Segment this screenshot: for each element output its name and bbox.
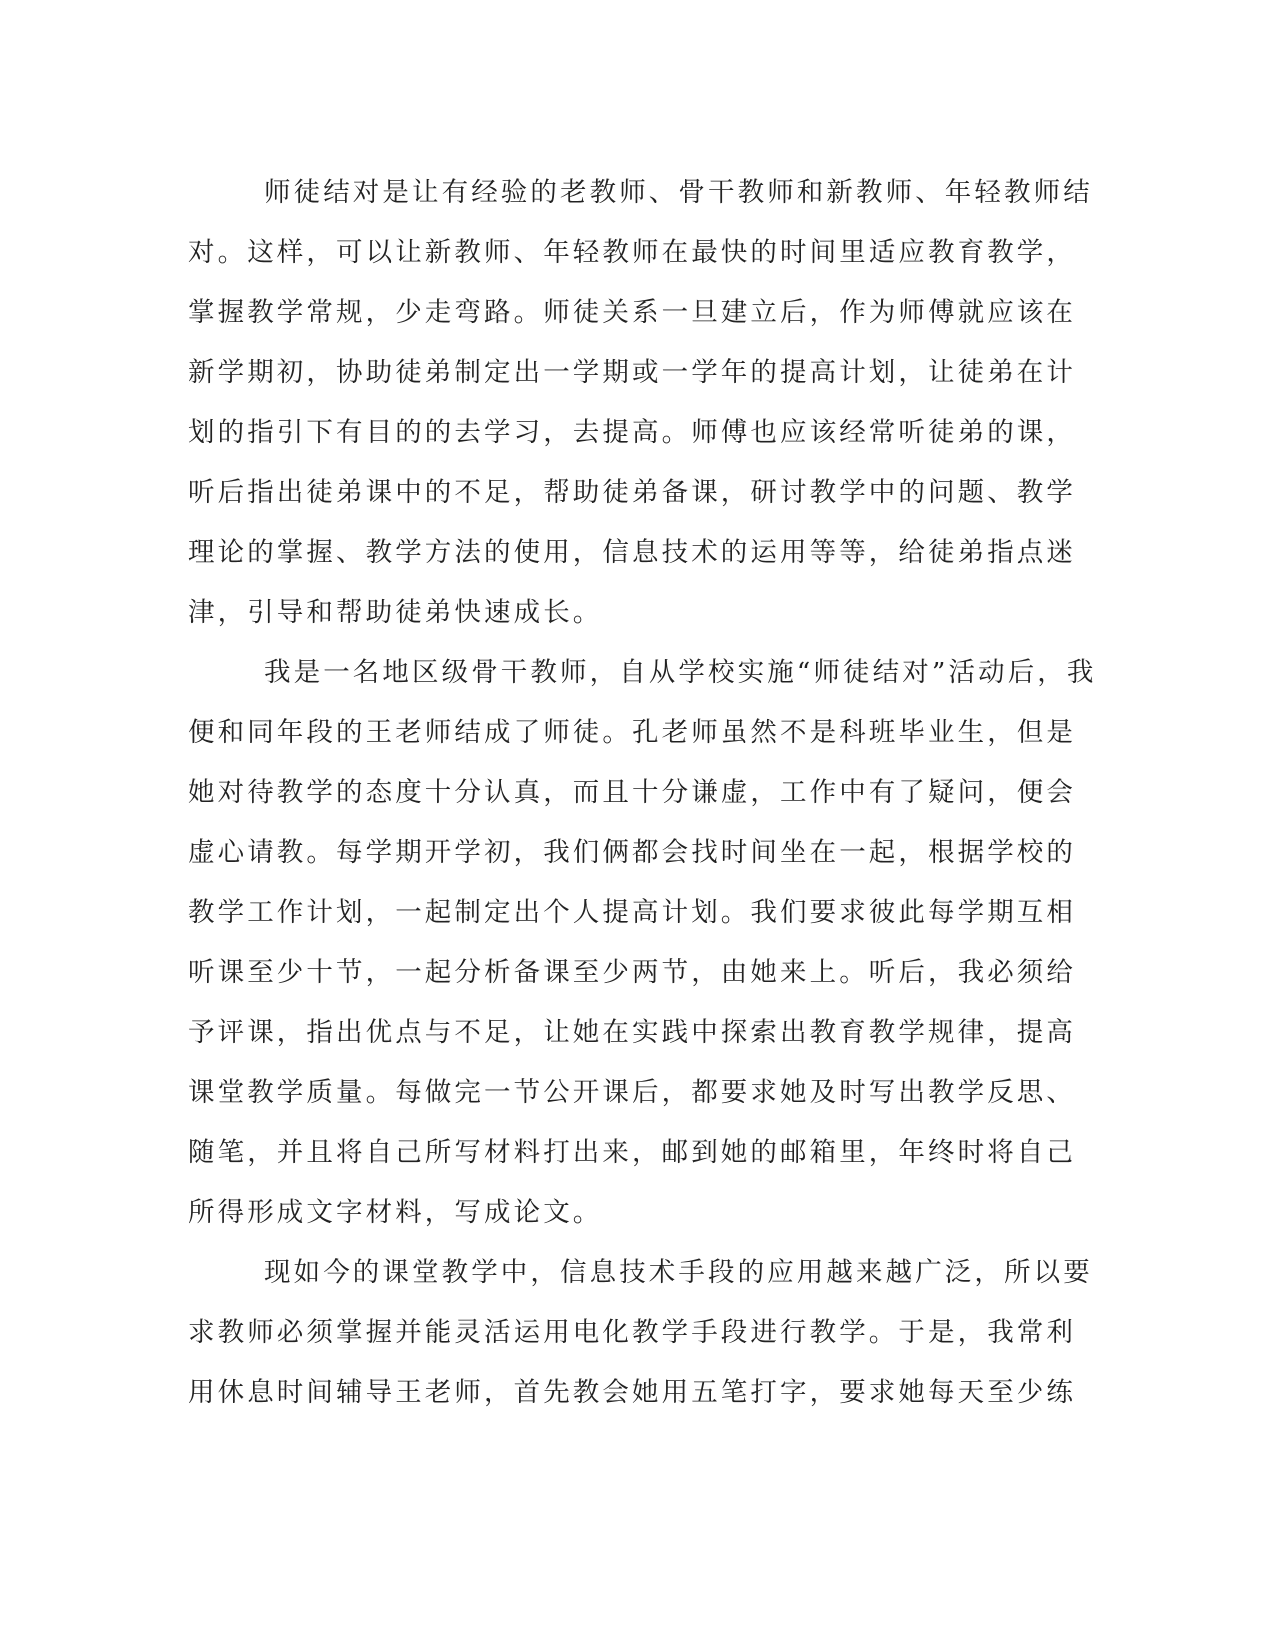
paragraph-mentoring-intro: [188, 163, 1093, 643]
text-line: 所得形成文字材料，写成论文。: [188, 1197, 603, 1228]
text-line: 随笔，并且将自己所写材料打出来，邮到她的邮箱里，年终时将自己: [188, 1137, 1076, 1168]
text-line: 新学期初，协助徒弟制定出一学期或一学年的提高计划，让徒弟在计: [188, 357, 1076, 388]
text-line: 我是一名地区级骨干教师，自从学校实施“师徒结对”活动后，我: [264, 657, 1097, 688]
text-line: 现如今的课堂教学中，信息技术手段的应用越来越广泛，所以要: [264, 1257, 1093, 1288]
text-line: 津，引导和帮助徒弟快速成长。: [188, 597, 603, 628]
text-line: 师徒结对是让有经验的老教师、骨干教师和新教师、年轻教师结: [264, 177, 1093, 208]
text-line: 听后指出徒弟课中的不足，帮助徒弟备课，研讨教学中的问题、教学: [188, 477, 1076, 508]
text-line: 听课至少十节，一起分析备课至少两节，由她来上。听后，我必须给: [188, 957, 1076, 988]
text-line: 课堂教学质量。每做完一节公开课后，都要求她及时写出教学反思、: [188, 1077, 1076, 1108]
text-line: 虚心请教。每学期开学初，我们俩都会找时间坐在一起，根据学校的: [188, 837, 1076, 868]
text-line: 便和同年段的王老师结成了师徒。孔老师虽然不是科班毕业生，但是: [188, 717, 1076, 748]
text-line: 求教师必须掌握并能灵活运用电化教学手段进行教学。于是，我常利: [188, 1317, 1076, 1348]
text-line: 划的指引下有目的的去学习，去提高。师傅也应该经常听徒弟的课，: [188, 417, 1076, 448]
text-line: 予评课，指出优点与不足，让她在实践中探索出教育教学规律，提高: [188, 1017, 1076, 1048]
text-line: 用休息时间辅导王老师，首先教会她用五笔打字，要求她每天至少练: [188, 1377, 1076, 1408]
text-line: 对。这样，可以让新教师、年轻教师在最快的时间里适应教育教学，: [188, 237, 1076, 268]
text-line: 理论的掌握、教学方法的使用，信息技术的运用等等，给徒弟指点迷: [188, 537, 1076, 568]
text-line: 教学工作计划，一起制定出个人提高计划。我们要求彼此每学期互相: [188, 897, 1076, 928]
paragraph-personal-experience: [188, 643, 1097, 1243]
text-line: 她对待教学的态度十分认真，而且十分谦虚，工作中有了疑问，便会: [188, 777, 1076, 808]
document-body: [188, 163, 1097, 1423]
paragraph-information-technology: [188, 1243, 1093, 1423]
text-line: 掌握教学常规，少走弯路。师徒关系一旦建立后，作为师傅就应该在: [188, 297, 1076, 328]
